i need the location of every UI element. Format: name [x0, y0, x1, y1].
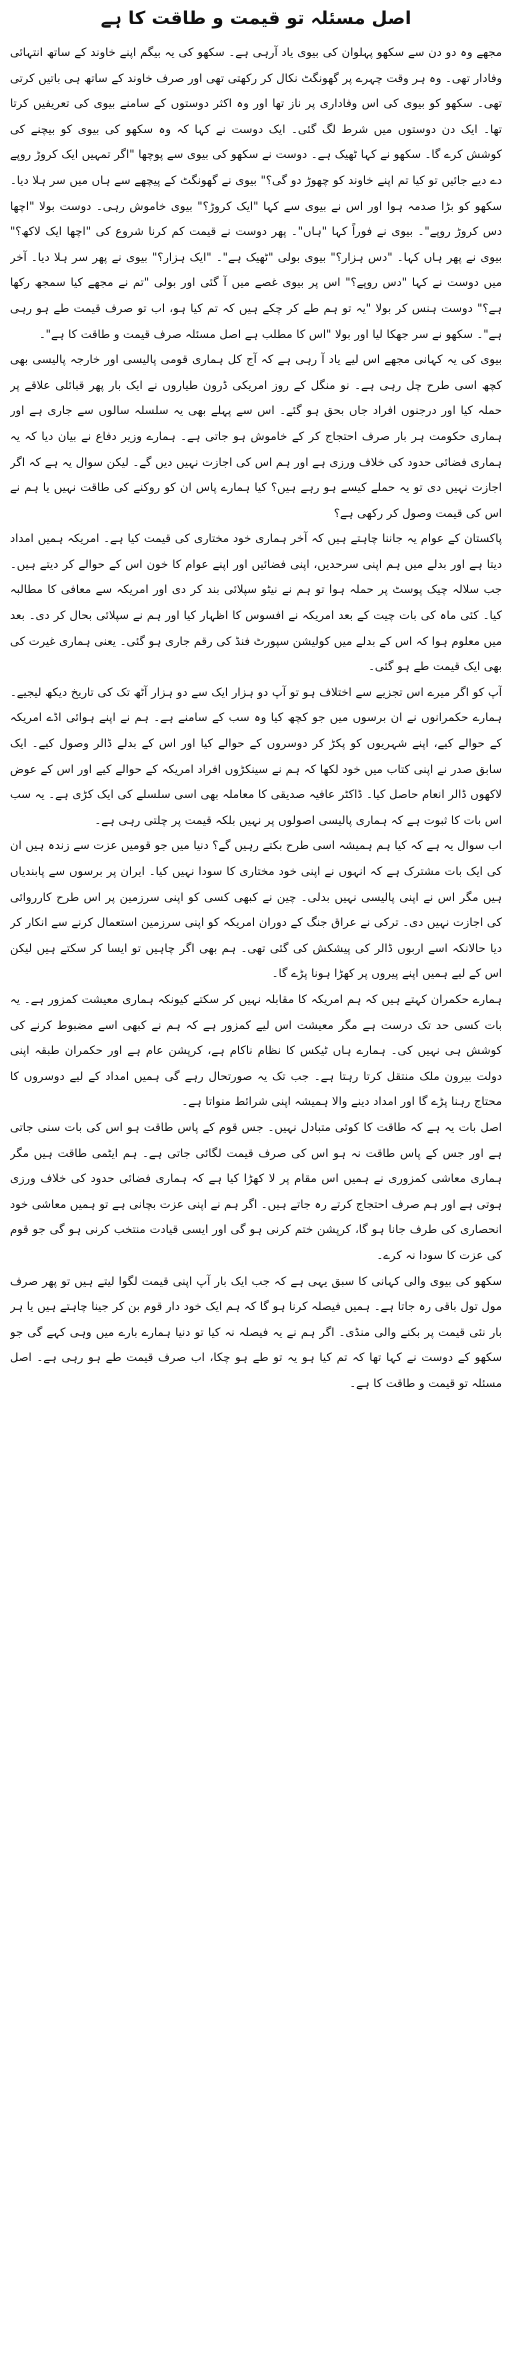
article-paragraph: بیوی کی یہ کہانی مجھے اس لیے یاد آ رہی ہے کہ آج کل ہماری قومی پالیسی اور خارجہ پالیسی بھی کچھ اسی طرح چل رہی ہے۔ نو منگل کے روز امریکی ڈرون طیاروں نے ایک بار پھر قبائلی علاقے پر حملہ کیا اور درجنوں افراد جاں بحق ہو گئے۔ اس سے پہلے بھی یہ سلسلہ سالوں سے جاری ہے اور ہماری حکومت ہر بار صرف احتجاج کر کے خاموش ہو جاتی ہے۔ ہمارے وزیر دفاع نے بیان دیا کہ یہ ہماری فضائی حدود کی خلاف ورزی ہے اور ہم اس کی اجازت نہیں دیں گے۔ لیکن سوال یہ ہے کہ اگر اجازت نہیں دی تو یہ حملے کیسے ہو رہے ہیں؟ کیا ہمارے پاس ان کو روکنے کی طاقت نہیں یا ہم نے اس کی قیمت وصول کر رکھی ہے؟ [10, 352, 502, 520]
article-paragraph: پاکستان کے عوام یہ جاننا چاہتے ہیں کہ آخر ہماری خود مختاری کی قیمت کیا ہے۔ امریکہ ہمیں امداد دیتا ہے اور بدلے میں ہم اپنی سرحدیں، اپنی فضائیں اور اپنے عوام کا خون اس کے حوالے کر دیتے ہیں۔ جب سلالہ چیک پوسٹ پر حملہ ہوا تو ہم نے نیٹو سپلائی بند کر دی اور امریکہ سے معافی کا مطالبہ کیا۔ کئی ماہ کی بات چیت کے بعد امریکہ نے افسوس کا اظہار کیا اور ہم نے سپلائی بحال کر دی۔ بعد میں معلوم ہوا کہ اس کے بدلے میں کولیشن سپورٹ فنڈ کی رقم جاری ہو گئی۔ یعنی ہماری غیرت کی بھی ایک قیمت طے ہو گئی۔ [10, 531, 502, 674]
article-body [10, 40, 502, 2339]
article-headline: اصل مسئلہ تو قیمت و طاقت کا ہے [100, 8, 412, 29]
article-paragraph: ہمارے حکمران کہتے ہیں کہ ہم امریکہ کا مقابلہ نہیں کر سکتے کیونکہ ہماری معیشت کمزور ہے۔ یہ بات کسی حد تک درست ہے مگر معیشت اس لیے کمزور ہے کہ ہم نے کبھی اسے مضبوط کرنے کی کوشش ہی نہیں کی۔ ہمارے ہاں ٹیکس کا نظام ناکام ہے، کرپشن عام ہے اور حکمران طبقہ اپنی دولت بیرون ملک منتقل کرتا رہتا ہے۔ جب تک یہ صورتحال رہے گی ہمیں امداد کے لیے دوسروں کا محتاج رہنا پڑے گا اور امداد دینے والا ہمیشہ اپنی شرائط منواتا ہے۔ [10, 991, 502, 1109]
article-paragraph: سکھو کی بیوی والی کہانی کا سبق یہی ہے کہ جب ایک بار آپ اپنی قیمت لگوا لیتے ہیں تو پھر صرف مول تول باقی رہ جاتا ہے۔ ہمیں فیصلہ کرنا ہو گا کہ ہم ایک خود دار قوم بن کر جینا چاہتے ہیں یا ہر بار نئی قیمت پر بکنے والی منڈی۔ اگر ہم نے یہ فیصلہ نہ کیا تو دنیا ہمارے بارے میں وہی کہے گی جو سکھو کے دوست نے کہا تھا کہ تم کیا ہو یہ تو طے ہو چکا، اب صرف قیمت طے ہو رہی ہے۔ اصل مسئلہ تو قیمت و طاقت کا ہے۔ [10, 1273, 502, 1390]
article-paragraph: مجھے وہ دو دن سے سکھو پہلوان کی بیوی یاد آرہی ہے۔ سکھو کی یہ بیگم اپنے خاوند کے ساتھ انتہائی وفادار تھی۔ وہ ہر وقت چہرے پر گھونگٹ نکال کر رکھتی تھی اور صرف خاوند کے ساتھ ہی باتیں کرتی تھی۔ سکھو کو بیوی کی اس وفاداری پر ناز تھا اور وہ اکثر دوستوں کے سامنے بیوی کی تعریفیں کرتا تھا۔ ایک دن دوستوں میں شرط لگ گئی۔ ایک دوست نے کہا کہ وہ سکھو کی بیوی کو بیچنے کی کوشش کرے گا۔ سکھو نے کہا ٹھیک ہے۔ دوست نے سکھو کی بیوی سے پوچھا "اگر تمہیں ایک کروڑ روپے دے دیے جائیں تو کیا تم اپنے خاوند کو چھوڑ دو گی؟" بیوی نے گھونگٹ کے پیچھے سے ہاں میں سر ہلا دیا۔ سکھو کو بڑا صدمہ ہوا اور اس نے بیوی سے کہا "ایک کروڑ؟" بیوی خاموش رہی۔ دوست بولا "اچھا دس کروڑ روپے"۔ بیوی نے فوراً کہا "ہاں"۔ پھر دوست نے قیمت کم کرنا شروع کی "اچھا ایک لاکھ؟" بیوی نے پھر ہاں کہا۔ "دس ہزار؟" بیوی بولی "ٹھیک ہے"۔ "ایک ہزار؟" بیوی نے پھر سر ہلا دیا۔ آخر میں دوست نے کہا "دس روپے؟" اس پر بیوی غصے میں آ گئی اور بولی "تم نے مجھے کیا سمجھ رکھا ہے؟" دوست ہنس کر بولا "یہ تو ہم طے کر چکے ہیں کہ تم کیا ہو، اب تو صرف قیمت طے ہو رہی ہے"۔ سکھو نے سر جھکا لیا اور بولا "اس کا مطلب ہے اصل مسئلہ صرف قیمت و طاقت کا ہے"۔ [10, 45, 502, 341]
article-paragraph: اصل بات یہ ہے کہ طاقت کا کوئی متبادل نہیں۔ جس قوم کے پاس طاقت ہو اس کی بات سنی جاتی ہے اور جس کے پاس طاقت نہ ہو اس کی صرف قیمت لگائی جاتی ہے۔ ہم ایٹمی طاقت ہیں مگر ہماری معاشی کمزوری نے ہمیں اس مقام پر لا کھڑا کیا ہے کہ ہماری فضائی حدود کی خلاف ورزی ہوتی ہے اور ہم صرف احتجاج کرتے رہ جاتے ہیں۔ اگر ہم نے اپنی عزت بچانی ہے تو ہمیں معاشی خود انحصاری کی طرف جانا ہو گا، کرپشن ختم کرنی ہو گی اور ایسی قیادت منتخب کرنی ہو گی جو قوم کی عزت کا سودا نہ کرے۔ [10, 1119, 502, 1262]
article-paragraph: اب سوال یہ ہے کہ کیا ہم ہمیشہ اسی طرح بکتے رہیں گے؟ دنیا میں جو قومیں عزت سے زندہ ہیں ان کی ایک بات مشترک ہے کہ انہوں نے اپنی خود مختاری کا سودا نہیں کیا۔ ایران پر برسوں سے پابندیاں ہیں مگر اس نے اپنی پالیسی نہیں بدلی۔ چین نے کبھی کسی کو اپنی سرزمین پر اس طرح کارروائی کی اجازت نہیں دی۔ ترکی نے عراق جنگ کے دوران امریکہ کو اپنی سرزمین استعمال کرنے سے انکار کر دیا حالانکہ اسے اربوں ڈالر کی پیشکش کی گئی تھی۔ ہم بھی اگر چاہیں تو ایسا کر سکتے ہیں لیکن اس کے لیے ہمیں اپنے پیروں پر کھڑا ہونا پڑے گا۔ [10, 838, 502, 981]
article-paragraph: آپ کو اگر میرے اس تجزیے سے اختلاف ہو تو آپ دو ہزار ایک سے دو ہزار آٹھ تک کی تاریخ دیکھ لیجیے۔ ہمارے حکمرانوں نے ان برسوں میں جو کچھ کیا وہ سب کے سامنے ہے۔ ہم نے اپنے ہوائی اڈے امریکہ کے حوالے کیے، اپنے شہریوں کو پکڑ کر دوسروں کے حوالے کیا اور اس کے بدلے ڈالر وصول کیے۔ ایک سابق صدر نے اپنی کتاب میں خود لکھا کہ ہم نے سینکڑوں افراد امریکہ کے حوالے کیے اور اس کے عوض لاکھوں ڈالر انعام حاصل کیا۔ ڈاکٹر عافیہ صدیقی کا معاملہ بھی اسی سلسلے کی ایک کڑی ہے۔ یہ سب اس بات کا ثبوت ہے کہ ہماری پالیسی اصولوں پر نہیں بلکہ قیمت پر چلتی رہی ہے۔ [10, 684, 502, 827]
